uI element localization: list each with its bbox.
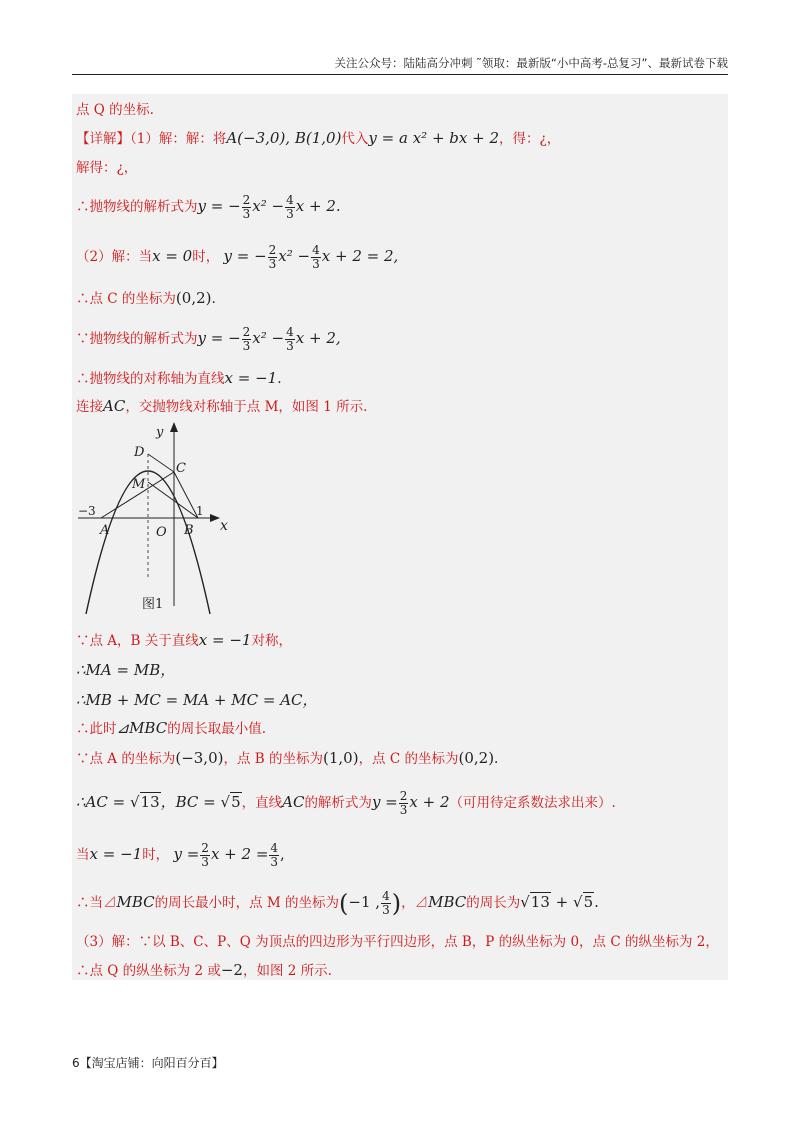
- line-6: ∴点 C 的坐标为(0,2).: [76, 289, 216, 307]
- segment-DC: [148, 454, 174, 472]
- label-O: O: [156, 525, 167, 540]
- fraction: $\frac{4}{3}$: [270, 841, 279, 869]
- label-x: x: [220, 518, 228, 534]
- line-11: ∴MA = MB，: [76, 661, 176, 679]
- line-5: （2）解：当x = 0时， y = − $\frac{2}{3}$ x² − $\frac{4}{3}$ x + 2 = 2,: [76, 243, 399, 271]
- fraction: $\frac{2}{3}$: [242, 193, 251, 221]
- line-10: ∵点 A，B 关于直线x = −1对称，: [76, 631, 292, 649]
- line-2: 【详解】（1）解：解：将A(−3,0), B(1,0)代入y = a x² + bx + 2，得：¿，: [76, 129, 561, 147]
- label-A: A: [100, 523, 110, 538]
- label-B: B: [184, 523, 194, 538]
- header-text: 关注公众号：陆陆高分冲刺 ˜领取：最新版“小中高考-总复习”、最新试卷下载: [334, 56, 728, 70]
- label-y: y: [156, 425, 164, 440]
- fraction: $\frac{4}{3}$: [312, 243, 320, 271]
- line-4: ∴抛物线的解析式为y = − $\frac{2}{3}$ x² − $\frac{4}{3}$ x + 2.: [76, 193, 341, 221]
- figure-1-parabola: [76, 418, 256, 614]
- line-7: ∵抛物线的解析式为y = − $\frac{2}{3}$ x² − $\frac{4}{3}$ x + 2,: [76, 325, 341, 353]
- figure-caption: 图1: [142, 597, 164, 612]
- y-axis-arrow: [170, 422, 178, 432]
- detail-tag: 【详解】: [76, 131, 130, 147]
- line-14: ∵点 A 的坐标为(−3,0)，点 B 的坐标为(1,0)，点 C 的坐标为(0,2).: [76, 749, 499, 767]
- x-axis-arrow: [210, 514, 220, 522]
- line-1: 点 Q 的坐标.: [76, 102, 154, 118]
- line-8: ∴抛物线的对称轴为直线x = −1.: [76, 369, 282, 387]
- line-16: 当x = −1时， y = $\frac{2}{3}$ x + 2 = $\frac{4}{3}$ ,: [76, 841, 285, 869]
- label-neg3: −3: [78, 504, 96, 518]
- label-D: D: [134, 445, 145, 460]
- line-12: ∴MB + MC = MA + MC = AC，: [76, 691, 318, 709]
- segment-CB: [174, 472, 198, 518]
- segment-MB: [148, 482, 198, 518]
- fraction: $\frac{2}{3}$: [268, 243, 277, 271]
- fraction: $\frac{2}{3}$: [399, 789, 408, 817]
- line-15: ∴AC = √13，BC = √5，直线AC的解析式为y = $\frac{2}{3}$ x + 2（可用待定系数法求出来）.: [76, 789, 616, 817]
- line-19: ∴点 Q 的纵坐标为 2 或−2，如图 2 所示.: [76, 961, 332, 979]
- line-18: （3）解：∵以 B、C、P、Q 为顶点的四边形为平行四边形，点 B，P 的纵坐标为 0，点 C 的纵坐标为 2，: [76, 934, 719, 950]
- page-header: [72, 56, 728, 75]
- line-3: 解得：¿，: [76, 160, 138, 176]
- line-9: 连接AC，交抛物线对称轴于点 M，如图 1 所示.: [76, 397, 368, 415]
- label-C: C: [176, 461, 186, 476]
- fraction: $\frac{2}{3}$: [242, 325, 251, 353]
- line-17: ∴当⊿MBC的周长最小时，点 M 的坐标为(−1 , $\frac{4}{3}$ )，⊿MBC的周长为√13 + √5.: [76, 889, 599, 918]
- label-one: 1: [196, 504, 204, 518]
- fraction: $\frac{4}{3}$: [382, 889, 390, 917]
- line-13: ∴此时⊿MBC的周长取最小值.: [76, 719, 267, 737]
- label-M: M: [132, 477, 146, 492]
- fraction: $\frac{4}{3}$: [286, 325, 294, 353]
- page-footer: 6【淘宝店铺：向阳百分百】: [72, 1056, 224, 1070]
- fraction: $\frac{4}{3}$: [286, 193, 294, 221]
- fraction: $\frac{2}{3}$: [201, 841, 209, 869]
